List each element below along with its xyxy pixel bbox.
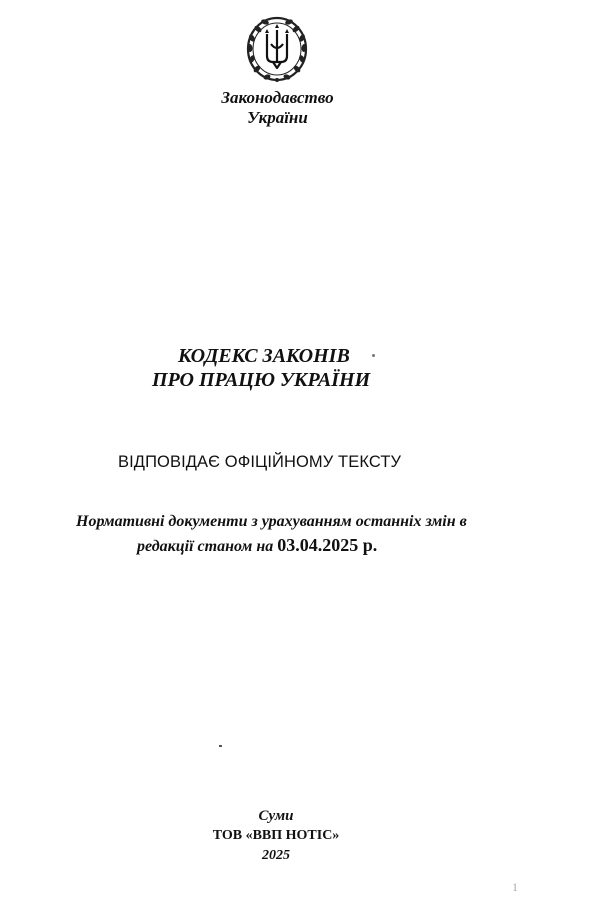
edition-date: 03.04.2025 р. [277,535,378,555]
imprint-year: 2025 [262,848,290,863]
series-title-line1: Законодавство [221,88,334,107]
series-title-line2: України [247,108,308,127]
edition-note-line1: Нормативні документи з урахуванням останніх змін в [76,513,467,530]
edition-note-prefix: редакції станом на [137,538,278,555]
official-text-notice: ВІДПОВІДАЄ ОФІЦІЙНОМУ ТЕКСТУ [118,453,402,471]
ukraine-trident-wreath-icon [245,16,309,86]
document-title-line1: КОДЕКС ЗАКОНІВ [178,345,350,367]
page-number: 1 [512,880,518,894]
document-title-line2: ПРО ПРАЦЮ УКРАЇНИ [152,369,371,391]
scan-speck [219,745,222,747]
imprint-city: Суми [258,808,294,824]
imprint-publisher: ТОВ «ВВП НОТІС» [212,828,340,843]
scan-speck [372,354,375,357]
edition-note-line2 [137,535,377,557]
